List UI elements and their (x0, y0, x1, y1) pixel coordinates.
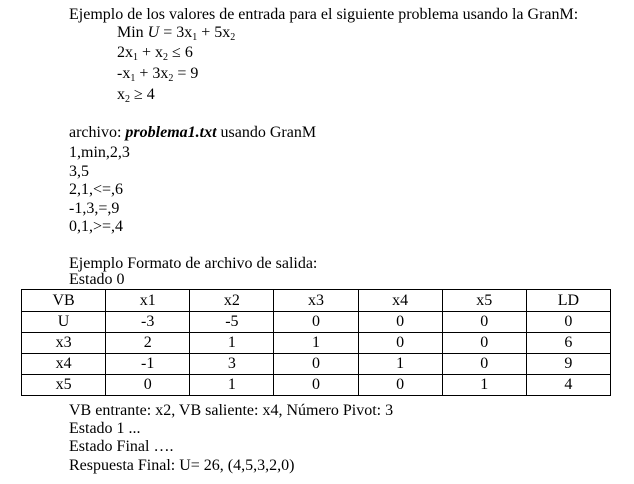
file-label (69, 124, 316, 142)
objective-term2: + 5x (197, 24, 231, 41)
constraint-1 (117, 44, 193, 62)
header-cell: x4 (358, 290, 442, 312)
table-cell: 1 (442, 375, 526, 396)
term: -x (117, 65, 131, 82)
final-answer: Respuesta Final: U= 26, (4,5,3,2,0) (69, 457, 295, 474)
objective-function (117, 24, 235, 42)
table-cell: -1 (106, 354, 190, 375)
file-line-5: 0,1,>=,4 (69, 218, 124, 235)
table-cell: 0 (526, 312, 610, 333)
header-cell: LD (526, 290, 610, 312)
state-final-label: Estado Final …. (69, 438, 174, 455)
objective-term1: = 3x (159, 24, 193, 41)
pivot-info: VB entrante: x2, VB saliente: x4, Número Pivot: 3 (69, 402, 394, 419)
table-cell: 3 (190, 354, 274, 375)
table-cell: x5 (22, 375, 106, 396)
table-cell: x4 (22, 354, 106, 375)
table-cell: x3 (22, 333, 106, 354)
file-line-3: 2,1,<=,6 (69, 181, 124, 198)
table-cell: 0 (274, 375, 358, 396)
subscript: 1 (192, 32, 198, 43)
table-cell: 6 (526, 333, 610, 354)
table-cell: -5 (190, 312, 274, 333)
header-cell: x5 (442, 290, 526, 312)
table-row (22, 312, 611, 333)
file-line-4: -1,3,=,9 (69, 200, 120, 217)
subscript: 1 (133, 52, 138, 63)
term: + x (138, 44, 164, 61)
term: = 9 (173, 65, 199, 82)
header-cell: x2 (190, 290, 274, 312)
table-cell: 1 (274, 333, 358, 354)
file-label-prefix: archivo: (69, 124, 126, 141)
header-cell: VB (22, 290, 106, 312)
table-cell: 1 (358, 354, 442, 375)
table-header-row (22, 290, 611, 312)
header-cell: x3 (274, 290, 358, 312)
term: ≥ 4 (130, 86, 155, 103)
table-cell: 0 (274, 312, 358, 333)
subscript: 2 (168, 73, 174, 84)
term: 2x (117, 44, 133, 61)
table-row (22, 375, 611, 396)
table-cell: 1 (190, 375, 274, 396)
table-cell: 0 (274, 354, 358, 375)
constraint-2 (117, 65, 198, 83)
subscript: 2 (163, 52, 169, 63)
subscript: 2 (125, 94, 130, 105)
term: + 3x (135, 65, 169, 82)
file-line-2: 3,5 (69, 163, 89, 180)
header-cell: x1 (106, 290, 190, 312)
term: x (117, 86, 125, 103)
table-cell: 1 (190, 333, 274, 354)
simplex-table (21, 289, 611, 396)
state-1-label: Estado 1 ... (69, 420, 141, 437)
table-cell: -3 (106, 312, 190, 333)
table-cell: 0 (442, 312, 526, 333)
output-heading: Ejemplo Formato de archivo de salida: (69, 255, 318, 272)
intro-heading: Ejemplo de los valores de entrada para el siguiente problema usando la GranM: (69, 6, 579, 23)
table-cell: 0 (442, 333, 526, 354)
subscript: 1 (130, 73, 136, 84)
file-line-1: 1,min,2,3 (69, 144, 130, 161)
table-cell: 0 (358, 312, 442, 333)
table-row (22, 333, 611, 354)
constraint-3 (117, 86, 155, 104)
table-cell: 9 (526, 354, 610, 375)
table-cell: 4 (526, 375, 610, 396)
table-cell: 2 (106, 333, 190, 354)
table-cell: 0 (106, 375, 190, 396)
table-cell: U (22, 312, 106, 333)
table-row (22, 354, 611, 375)
table-cell: 0 (358, 333, 442, 354)
term: ≤ 6 (168, 44, 193, 61)
filename: problema1.txt (125, 124, 217, 141)
file-label-suffix: usando GranM (216, 124, 317, 141)
objective-var: U (147, 24, 160, 41)
table-cell: 0 (358, 375, 442, 396)
table-cell: 0 (442, 354, 526, 375)
objective-prefix: Min (117, 24, 148, 41)
subscript: 2 (230, 32, 236, 43)
state-0-label: Estado 0 (69, 271, 125, 288)
